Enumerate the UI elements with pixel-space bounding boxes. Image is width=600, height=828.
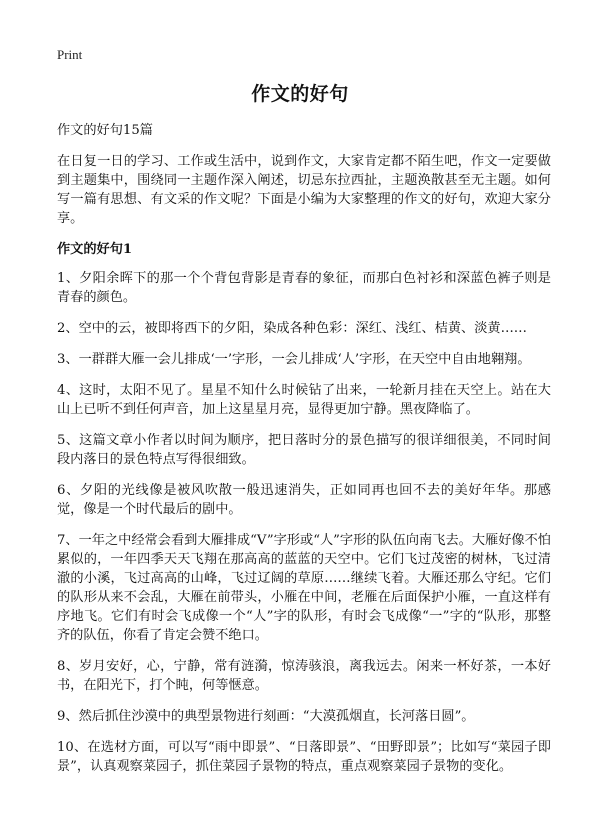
list-item: 3、一群群大雁一会儿排成‘一’字形，一会儿排成‘人’字形，在天空中自由地翱翔。 (57, 352, 531, 367)
list-item: 6、夕阳的光线像是被风吹散一般迅速消失，正如同再也回不去的美好年华。那感觉，像是一个时代最后的剧中。 (57, 483, 551, 517)
article-body (57, 121, 551, 788)
print-link[interactable]: Print (57, 47, 83, 62)
list-item: 4、这时，太阳不见了。星星不知什么时候钻了出来，一轮新月挂在天空上。站在大山上已听不到任何声音，加上这星星月亮，显得更加宁静。黑夜降临了。 (57, 383, 551, 417)
list-item: 5、这篇文章小作者以时间为顺序，把日落时分的景色描写的很详细很美，不同时间段内落日的景色特点写得很细致。 (57, 433, 551, 467)
article-subtitle: 作文的好句15篇 (57, 123, 153, 138)
section-heading: 作文的好句1 (57, 242, 133, 257)
intro-paragraph: 在日复一日的学习、工作或生活中，说到作文，大家肯定都不陌生吧，作文一定要做到主题集中，围绕同一主题作深入阐述，切忌东拉西扯，主题涣散甚至无主题。如何写一篇有思想、有文采的作文呢？下面是小编为大家整理的作文的好句，欢迎大家分享。 (57, 154, 551, 226)
list-item: 10、在选材方面，可以写“雨中即景”、“日落即景”、“田野即景”；比如写“菜园子即景”，认真观察菜园子，抓住菜园子景物的特点，重点观察菜园子景物的变化。 (57, 740, 551, 774)
list-item: 9、然后抓住沙漠中的典型景物进行刻画：“大漠孤烟直，长河落日圆”。 (57, 709, 475, 724)
list-item: 2、空中的云，被即将西下的夕阳，染成各种色彩：深红、浅红、桔黄、淡黄…… (57, 321, 527, 336)
list-item: 7、一年之中经常会看到大雁排成“V”字形或“人”字形的队伍向南飞去。大雁好像不怕累似的，一年四季天天飞翔在那高高的蓝蓝的天空中。它们飞过茂密的树林，飞过清澈的小溪，飞过高高的山峰，飞过辽阔的草原……继续飞着。大雁还那么守纪。它们的队形从来不会乱，大雁在前带头，小雁在中间，老雁在后面保护小雁，一直这样有序地飞。它们有时会飞成像一个“人”字的队形，有时会飞成像“一”字的“队形，那整齐的队伍，你看了肯定会赞不绝口。 (57, 533, 551, 643)
page-title: 作文的好句 (251, 83, 349, 105)
list-item: 8、岁月安好，心，宁静，常有涟漪，惊涛骇浪，离我远去。闲来一杯好茶，一本好书，在阳光下，打个盹，何等惬意。 (57, 659, 551, 693)
list-item: 1、夕阳余晖下的那一个个背包背影是青春的象征，而那白色衬衫和深蓝色裤子则是青春的颜色。 (57, 271, 551, 305)
